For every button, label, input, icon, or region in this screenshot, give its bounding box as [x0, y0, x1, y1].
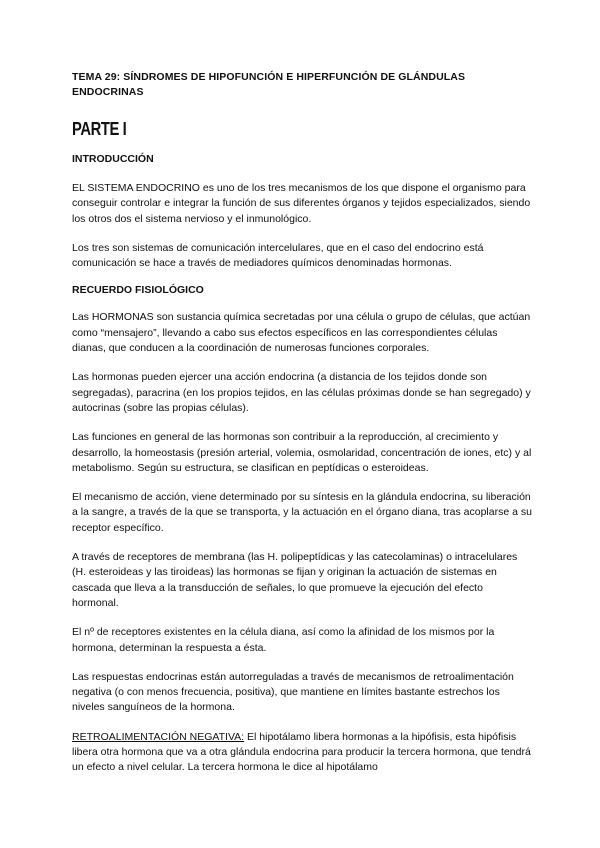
paragraph: A través de receptores de membrana (las H. polipeptídicas y las catecolaminas) o intracelulares (H. esteroideas y las tiroideas) las hormonas se fijan y originan la actuación de sistemas en cascada que lleva a la transducción de señales, lo que promueve la ejecución del efecto hormonal.	[72, 551, 518, 609]
paragraph: Las hormonas pueden ejercer una acción endocrina (a distancia de los tejidos donde son segregadas), paracrina (en los propios tejidos, en las células próximas donde se han segregado) y autocrinas (sobre las propias células).	[72, 371, 531, 414]
paragraph: Las HORMONAS son sustancia química secretadas por una célula o grupo de células, que actúan como “mensajero”, llevando a cabo sus efectos específicos en las correspondientes células dianas, que conducen a la coordinación de numerosas funciones corporales.	[72, 311, 531, 355]
retroalimentacion-text: El hipotálamo libera hormonas a la hipófisis, esta hipófisis libera otra hormona que va a otra glándula endocrina para producir la tercera hormona, que tendrá un efecto a nivel celular. La tercera hormona le dice al hipotálamo	[72, 730, 531, 774]
section-heading-recuerdo-fisiologico: RECUERDO FISIOLÓGICO	[72, 284, 204, 297]
paragraph-retroalimentacion	[72, 730, 532, 776]
paragraph: El nº de receptores existentes en la célula diana, así como la afinidad de los mismos por la hormona, determinan la respuesta a ésta.	[72, 626, 495, 654]
paragraph: Las respuestas endocrinas están autorreguladas a través de mecanismos de retroalimentación negativa (o con menos frecuencia, positiva), que mantiene en límites bastante estrechos los niveles sanguíneos de la hormona.	[72, 670, 514, 714]
paragraph: El mecanismo de acción, viene determinado por su síntesis en la glándula endocrina, su liberación a la sangre, a través de la que se transporta, y la actuación en el órgano diana, tras acoplarse a su receptor específico.	[72, 491, 532, 534]
retroalimentacion-label: RETROALIMENTACIÓN NEGATIVA:	[72, 730, 245, 743]
document-title: TEMA 29: SÍNDROMES DE HIPOFUNCIÓN E HIPERFUNCIÓN DE GLÁNDULAS ENDOCRINAS	[72, 71, 466, 98]
paragraph: Las funciones en general de las hormonas son contribuir a la reproducción, al crecimiento y desarrollo, la homeostasis (presión arterial, volemia, osmolaridad, concentración de iones, etc) y al metabolismo. Según su estructura, se clasifican en peptídicas o esteroideas.	[72, 431, 532, 474]
part-heading: PARTE I	[72, 119, 127, 139]
paragraph: Los tres son sistemas de comunicación intercelulares, que en el caso del endocrino está comunicación se hace a través de mediadores químicos denominadas hormonas.	[72, 241, 484, 270]
paragraph: EL SISTEMA ENDOCRINO es uno de los tres mecanismos de los que dispone el organismo para conseguir controlar e integrar la función de sus diferentes órganos y tejidos especializados, siendo los otros dos el sistema nervioso y el inmunológico.	[72, 182, 531, 225]
section-heading-introduccion: INTRODUCCIÓN	[72, 153, 154, 165]
document-page	[72, 70, 532, 776]
